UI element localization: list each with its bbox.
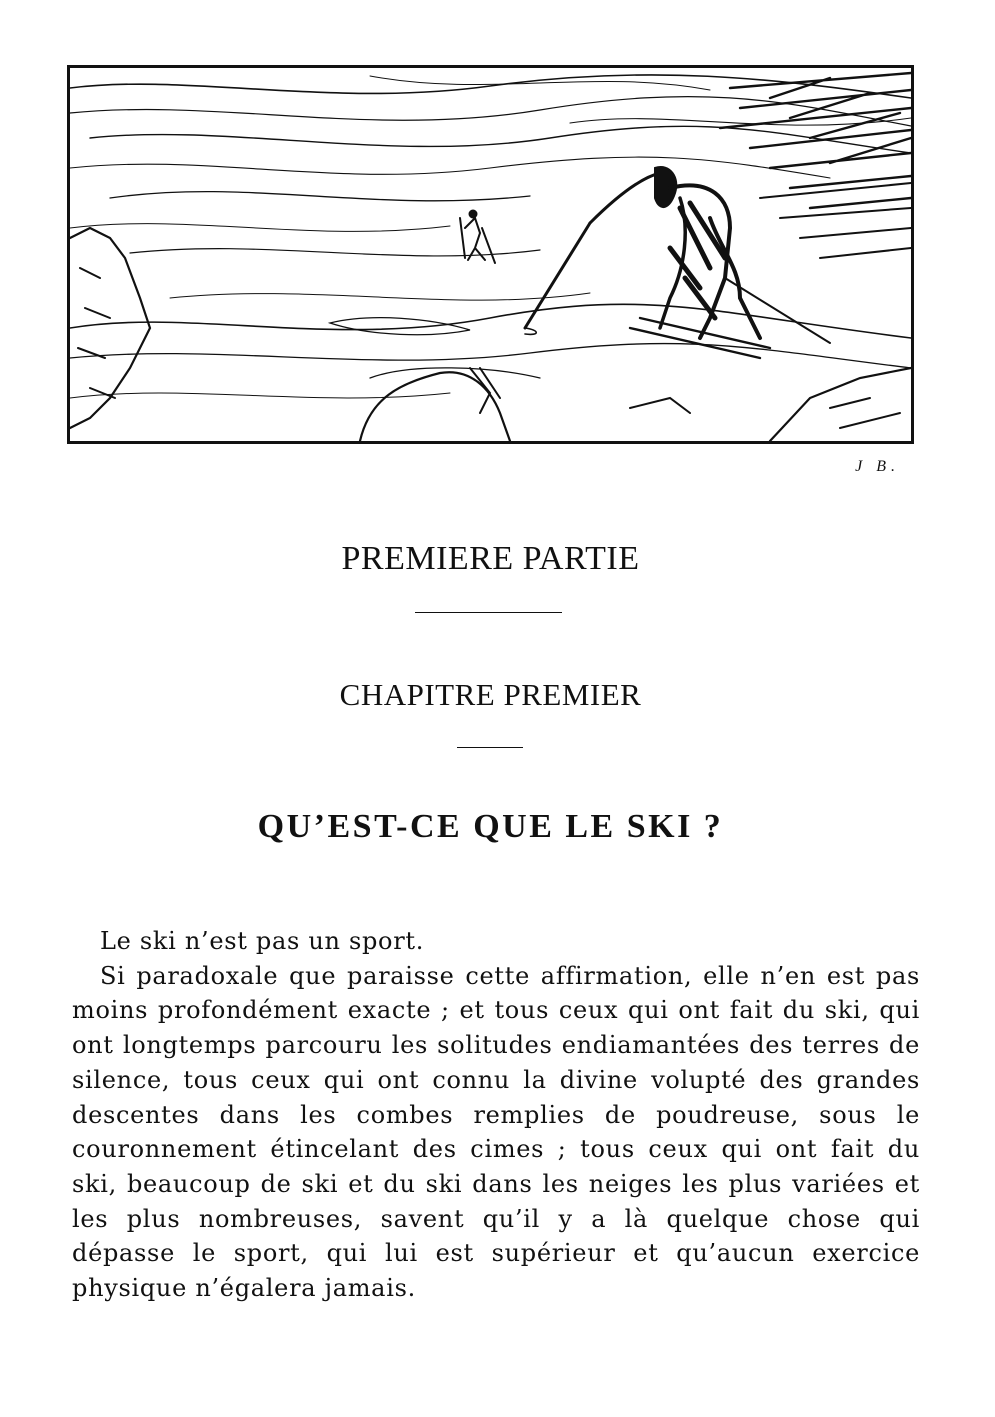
body-text — [72, 924, 920, 1306]
chapter-title: CHAPITRE PREMIER — [339, 677, 642, 712]
skier-in-snowstorm-illustration — [67, 65, 914, 444]
illustrator-signature: J B. — [855, 458, 900, 475]
paragraph: Le ski n’est pas un sport. — [100, 927, 425, 955]
paragraph: Si paradoxale que paraisse cette affirmation, elle n’en est pas moins profondément exacte ; et tous ceux qui ont fait du ski, qui ont longtemps parcouru les solitudes endiamantées des terres de silence, tous ceux qui ont connu la divine volupté des grandes descentes dans les combes remplies de poudreuse, sous le couronnement étincelant des cimes ; tous ceux qui ont fait du ski, beaucoup de ski et du ski dans les neiges les plus variées et les plus nombreuses, savent qu’il y a là quelque chose qui dépasse le sport, qui lui est supérieur et qu’aucun exercice physique n’égalera jamais. — [72, 961, 920, 1303]
divider-rule-short — [457, 747, 523, 748]
divider-rule — [415, 612, 562, 613]
part-title: PREMIERE PARTIE — [341, 540, 640, 577]
chapter-heading: QU’EST-CE QUE LE SKI ? — [257, 808, 724, 845]
